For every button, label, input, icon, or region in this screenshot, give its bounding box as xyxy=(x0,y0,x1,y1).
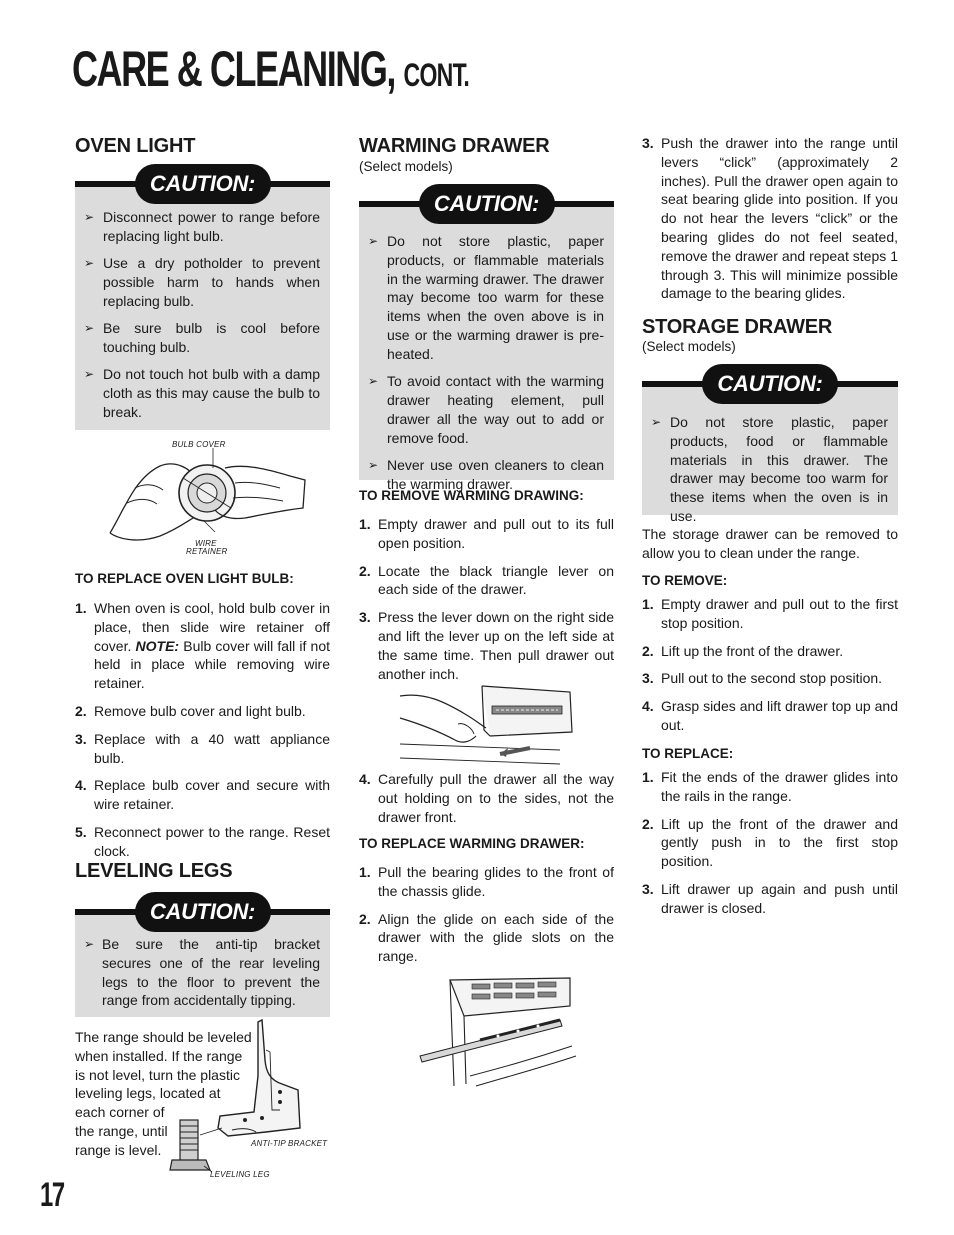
warming-drawer-heading: WARMING DRAWER xyxy=(359,135,550,157)
replace-bulb-heading: TO REPLACE OVEN LIGHT BULB: xyxy=(75,571,294,586)
storage-remove-heading: TO REMOVE: xyxy=(642,573,728,588)
bulb-cover-label: BULB COVER xyxy=(172,440,226,449)
step-item: 3. Lift drawer up again and push until drawer is closed. xyxy=(642,880,898,916)
drawer-glide-illustration xyxy=(420,976,578,1088)
step-item: 3. Replace with a 40 watt appliance bulb. xyxy=(75,730,330,766)
page-number: 17 xyxy=(40,1176,64,1214)
step-item: 3. Push the drawer into the range until levers “click” (approximately 2 inches). Pull the drawer open again to seat bearing glide into position. If you do not hear the levers “click” or the bearing glides do not feel seated, remove the drawer and repeat steps 1 through 3. This will minimize possible damage to the bearing glides. xyxy=(642,135,898,302)
caution-item: ➢ To avoid contact with the warming drawer heating element, pull drawer all the way out to add or remove food. xyxy=(368,373,604,446)
step-item: 2. Lift up the front of the drawer and gently push in to the first stop position. xyxy=(642,815,898,870)
caution-label: CAUTION: xyxy=(135,892,271,932)
step-item: 2. Lift up the front of the drawer. xyxy=(642,642,844,659)
caution-label: CAUTION: xyxy=(419,184,555,224)
caution-item: ➢ Never use oven cleaners to clean the warming drawer. xyxy=(368,456,604,492)
warming-caution-box xyxy=(359,191,614,492)
storage-drawer-subheading: (Select models) xyxy=(642,339,736,354)
arrow-bullet-icon: ➢ xyxy=(84,210,95,224)
retainer-label: RETAINER xyxy=(186,547,228,556)
caution-item: ➢ Do not store plastic, paper products, food or flammable materials in this drawer. The drawer may become too warm for these items when the oven is in use. xyxy=(651,414,888,524)
leveling-body: The range should be leveled when installed. If the range is not level, turn the plastic leveling legs, located at each corner of the range, until range is level. xyxy=(75,1029,252,1158)
step-item: 2. Remove bulb cover and light bulb. xyxy=(75,702,306,719)
step-item: 3. Press the lever down on the right side and lift the lever up on the left side at the same time. Then pull drawer out another inch. xyxy=(359,609,614,682)
step-item: 3. Pull out to the second stop position. xyxy=(642,670,883,687)
page-title-main: CARE & CLEANING, xyxy=(72,41,395,97)
caution-item: ➢ Be sure the anti-tip bracket secures one of the rear leveling legs to the floor to prevent the range from accidentally tipping. xyxy=(84,936,320,1009)
remove-warming-heading: TO REMOVE WARMING DRAWING: xyxy=(359,488,584,503)
bulb-replacement-illustration xyxy=(105,448,315,548)
step-item: 4. Grasp sides and lift drawer top up and out. xyxy=(642,698,898,733)
leveling-leg-label: LEVELING LEG xyxy=(210,1170,270,1179)
caution-label: CAUTION: xyxy=(702,364,838,404)
storage-caution-box xyxy=(642,371,898,524)
drawer-lever-illustration xyxy=(400,684,575,766)
step-item: 4. Carefully pull the drawer all the way out holding on to the sides, not the drawer front. xyxy=(359,771,614,825)
caution-item: ➢ Use a dry potholder to prevent possible harm to hands when replacing bulb. xyxy=(84,255,320,309)
arrow-bullet-icon: ➢ xyxy=(84,256,95,271)
caution-label: CAUTION: xyxy=(135,164,271,204)
caution-item: ➢ Do not store plastic, paper products, or flammable materials in the warming drawer. The drawer may become too warm for these items when the oven above is in use or the warming drawer is pre-heated. xyxy=(368,233,604,362)
leveling-legs-heading: LEVELING LEGS xyxy=(75,860,233,882)
arrow-bullet-icon: ➢ xyxy=(368,234,379,248)
leveling-caution-box xyxy=(75,899,330,1017)
arrow-bullet-icon: ➢ xyxy=(368,374,379,389)
anti-tip-bracket-illustration xyxy=(170,1020,310,1175)
arrow-bullet-icon: ➢ xyxy=(84,321,95,336)
storage-intro: The storage drawer can be removed to allow you to clean under the range. xyxy=(642,526,898,561)
arrow-bullet-icon: ➢ xyxy=(368,457,379,472)
step-item: 1. Pull the bearing glides to the front of the chassis glide. xyxy=(359,864,614,899)
note-label: NOTE: xyxy=(135,637,180,654)
anti-tip-bracket-label: ANTI-TIP BRACKET xyxy=(251,1139,328,1148)
step-item: 1. Empty drawer and pull out to the first stop position. xyxy=(642,596,898,631)
caution-item: ➢ Be sure bulb is cool before touching bulb. xyxy=(84,320,320,355)
step-item: 2. Align the glide on each side of the drawer with the glide slots on the range. xyxy=(359,910,614,965)
wire-label: WIRE xyxy=(195,539,217,548)
arrow-bullet-icon: ➢ xyxy=(84,937,95,951)
caution-item: ➢ Disconnect power to range before replacing light bulb. xyxy=(84,209,320,244)
step-item: 4. Replace bulb cover and secure with wire retainer. xyxy=(75,777,330,813)
warming-drawer-subheading: (Select models) xyxy=(359,159,453,174)
oven-light-heading: OVEN LIGHT xyxy=(75,135,196,157)
oven-light-caution-box xyxy=(75,171,330,430)
step-item: 5. Reconnect power to the range. Reset clock. xyxy=(75,823,330,859)
arrow-bullet-icon: ➢ xyxy=(84,367,95,382)
storage-drawer-heading: STORAGE DRAWER xyxy=(642,316,833,338)
caution-item: ➢ Do not touch hot bulb with a damp cloth as this may cause the bulb to break. xyxy=(84,366,320,420)
step-item: 1. Fit the ends of the drawer glides into the rails in the range. xyxy=(642,769,898,804)
step-item: 1. When oven is cool, hold bulb cover in place, then slide wire retainer off cover. NOTE: Bulb cover will fall if not held in place while removing wire retainer. xyxy=(75,600,331,692)
step-item: 2. Locate the black triangle lever on each side of the drawer. xyxy=(359,562,614,598)
step-item: 1. Empty drawer and pull out to its full open position. xyxy=(359,516,614,551)
replace-warming-heading: TO REPLACE WARMING DRAWER: xyxy=(359,836,585,851)
page-title xyxy=(72,41,470,97)
page-title-suffix: CONT. xyxy=(403,57,470,93)
storage-replace-heading: TO REPLACE: xyxy=(642,746,734,761)
arrow-bullet-icon: ➢ xyxy=(651,415,662,429)
